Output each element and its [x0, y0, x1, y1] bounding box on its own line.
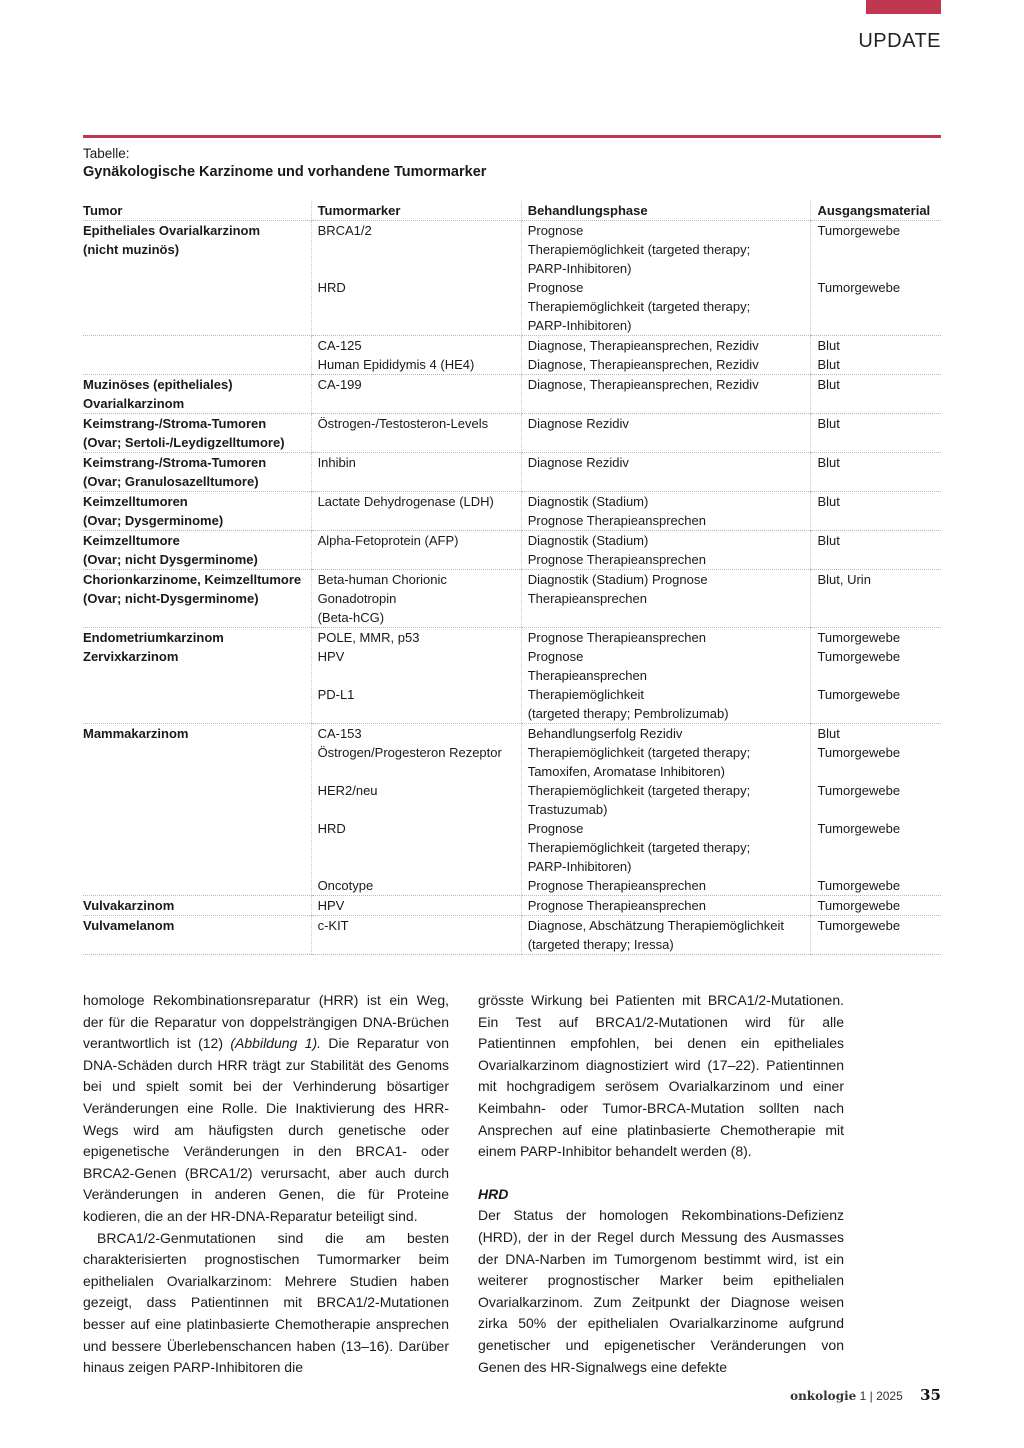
cell-line: Behandlungserfolg Rezidiv	[527, 726, 683, 741]
column-header-phase: Behandlungsphase	[521, 201, 811, 221]
cell-line: Prognose	[527, 649, 584, 664]
cell-line: Blut	[817, 377, 840, 392]
cell-material	[811, 221, 941, 336]
cell-line: Diagnose, Therapieansprechen, Rezidiv	[527, 338, 759, 353]
table-row	[83, 221, 941, 336]
cell-line: Tamoxifen, Aromatase Inhibitoren)	[527, 764, 725, 779]
cell-line: Beta-human Chorionic	[317, 572, 447, 587]
cell-line: CA-153	[317, 726, 362, 741]
cell-line: Prognose Therapieansprechen	[527, 630, 706, 645]
cell-line: c-KIT	[317, 918, 349, 933]
cell-line: Prognose	[527, 280, 584, 295]
cell-line: Diagnostik (Stadium)	[527, 533, 649, 548]
cell-line: Diagnostik (Stadium) Prognose	[527, 572, 708, 587]
cell-line: POLE, MMR, p53	[317, 630, 420, 645]
cell-line: Östrogen-/Testosteron-Levels	[317, 416, 489, 431]
cell-line: Blut	[817, 726, 840, 741]
cell-line: Prognose Therapieansprechen	[527, 878, 706, 893]
cell-line	[817, 704, 941, 723]
cell-line: Tumorgewebe	[817, 878, 901, 893]
cell-line: Endometriumkarzinom	[83, 630, 224, 645]
section-label: UPDATE	[858, 30, 941, 52]
cell-line	[318, 838, 521, 857]
cell-tumor	[83, 896, 311, 916]
cell-line: (Ovar; nicht-Dysgerminome)	[83, 591, 259, 606]
cell-line: Tumorgewebe	[817, 649, 901, 664]
cell-line: HPV	[317, 649, 345, 664]
cell-phase	[521, 492, 811, 531]
body-paragraph: Der Status der homologen Rekombinations-Defizienz (HRD), der in der Regel durch Messung des Ausmasses der DNA-Narben im Tumorgenom bestimmt wird, ist ein weiterer prognostischer Marker beim epithelialen Ovarialkarzinom. Zum Zeitpunkt der Diagnose weisen zirka 50% der epithelialen Ovarialkarzinome aufgrund genetischer und epigenetischer Veränderungen von Genen des HR-Signalwegs eine defekte	[478, 1207, 844, 1375]
cell-line	[318, 259, 521, 278]
cell-phase	[521, 570, 811, 628]
cell-line	[817, 297, 941, 316]
cell-line: Blut	[817, 455, 840, 470]
table-row	[83, 896, 941, 916]
cell-line: Zervixkarzinom	[83, 649, 179, 664]
cell-line: Inhibin	[317, 455, 356, 470]
cell-marker	[311, 414, 521, 453]
body-paragraph: homologe Rekombinationsreparatur (HRR) ist ein Weg, der für die Reparatur von doppelsträngigen DNA-Brüchen verantwortlich ist (12) (Abbildung 1). Die Reparatur von DNA-Schäden durch HRR trägt zur Stabilität des Genoms bei und spielt somit bei der Verhinderung bösartiger Veränderungen eine Rolle. Die Inaktivierung des HRR-Wegs wird am häufigsten durch genetische oder epigenetische Veränderungen in den BRCA1- oder BRCA2-Genen (BRCA1/2) verursacht, aber auch durch Veränderungen in anderen Genen, die für Proteine kodieren, die an der HR-DNA-Reparatur beteiligt sind.	[83, 992, 449, 1224]
cell-line	[318, 800, 521, 819]
cell-tumor	[83, 375, 311, 414]
cell-line: HRD	[317, 280, 346, 295]
cell-line: Diagnose Rezidiv	[527, 455, 629, 470]
cell-tumor	[83, 628, 311, 724]
cell-material	[811, 570, 941, 628]
cell-marker	[311, 570, 521, 628]
cell-line	[817, 259, 941, 278]
cell-marker	[311, 453, 521, 492]
cell-marker	[311, 628, 521, 724]
cell-tumor	[83, 531, 311, 570]
cell-line: Tumorgewebe	[817, 280, 901, 295]
cell-line: Lactate Dehydrogenase (LDH)	[317, 494, 494, 509]
table-row	[83, 336, 941, 375]
cell-line: Östrogen/Progesteron Rezeptor	[317, 745, 502, 760]
table-caption-title: Gynäkologische Karzinome und vorhandene Tumormarker	[83, 164, 487, 180]
body-paragraph: BRCA1/2-Genmutationen sind die am besten charakterisierten prognostischen Tumormarker beim epithelialen Ovarialkarzinom: Mehrere Studien haben gezeigt, dass Patientinnen mit BRCA1/2-Mutationen besser auf eine platinbasierte Chemotherapie ansprechen und bessere Überlebenschancen haben (13–16). Darüber hinaus zeigen PARP-Inhibitoren die	[83, 1229, 449, 1376]
cell-line	[318, 762, 521, 781]
cell-line: Diagnose, Abschätzung Therapiemöglichkeit	[527, 918, 784, 933]
section-subheading: HRD	[478, 1185, 509, 1202]
cell-line: Keimstrang-/Stroma-Tumoren	[83, 455, 267, 470]
cell-line: Therapiemöglichkeit (targeted therapy;	[527, 299, 751, 314]
cell-line	[817, 857, 941, 876]
cell-marker	[311, 896, 521, 916]
cell-marker	[311, 492, 521, 531]
cell-line	[318, 297, 521, 316]
cell-line: Therapiemöglichkeit (targeted therapy;	[527, 242, 751, 257]
cell-material	[811, 724, 941, 896]
cell-line: Keimzelltumoren	[83, 494, 188, 509]
cell-line: Alpha-Fetoprotein (AFP)	[317, 533, 459, 548]
cell-phase	[521, 453, 811, 492]
cell-line: Therapiemöglichkeit (targeted therapy;	[527, 745, 751, 760]
cell-line: Prognose Therapieansprechen	[527, 552, 706, 567]
cell-line: Tumorgewebe	[817, 821, 901, 836]
cell-line: Therapiemöglichkeit (targeted therapy;	[527, 783, 751, 798]
cell-material	[811, 336, 941, 375]
cell-line: Tumorgewebe	[817, 223, 901, 238]
cell-line	[817, 838, 941, 857]
issue-number: 1 | 2025	[859, 1389, 903, 1403]
cell-line	[817, 316, 941, 335]
cell-tumor	[83, 492, 311, 531]
page-footer	[790, 1386, 941, 1404]
cell-line: Therapieansprechen	[527, 668, 647, 683]
cell-tumor	[83, 221, 311, 336]
cell-phase	[521, 375, 811, 414]
cell-phase	[521, 724, 811, 896]
cell-line	[817, 240, 941, 259]
table-row	[83, 414, 941, 453]
cell-material	[811, 531, 941, 570]
cell-line: Human Epididymis 4 (HE4)	[317, 357, 475, 372]
cell-line: PARP-Inhibitoren)	[527, 261, 632, 276]
cell-line: HER2/neu	[317, 783, 378, 798]
table-row	[83, 492, 941, 531]
cell-line: Prognose	[527, 821, 584, 836]
cell-line: Therapiemöglichkeit	[527, 687, 645, 702]
cell-tumor	[83, 453, 311, 492]
cell-line	[817, 800, 941, 819]
cell-line: CA-199	[317, 377, 362, 392]
cell-line: Prognose	[527, 223, 584, 238]
cell-line: HPV	[317, 898, 345, 913]
cell-phase	[521, 916, 811, 955]
cell-phase	[521, 336, 811, 375]
table-row	[83, 570, 941, 628]
cell-material	[811, 453, 941, 492]
cell-material	[811, 375, 941, 414]
cell-line	[318, 857, 521, 876]
cell-phase	[521, 414, 811, 453]
cell-marker	[311, 724, 521, 896]
cell-line: CA-125	[317, 338, 362, 353]
cell-line: PD-L1	[317, 687, 355, 702]
body-column-left	[83, 990, 449, 1379]
table-row	[83, 453, 941, 492]
cell-line: Tumorgewebe	[817, 687, 901, 702]
figure-reference: (Abbildung 1).	[230, 1035, 322, 1052]
cell-line: (targeted therapy; Iressa)	[527, 937, 674, 952]
cell-line: (targeted therapy; Pembrolizumab)	[527, 706, 729, 721]
cell-line	[318, 240, 521, 259]
cell-line	[318, 316, 521, 335]
cell-line: Diagnose Rezidiv	[527, 416, 629, 431]
cell-line: Epitheliales Ovarialkarzinom	[83, 223, 261, 238]
body-paragraph: grösste Wirkung bei Patienten mit BRCA1/2-Mutationen. Ein Test auf BRCA1/2-Mutationen wird für alle Patientinnen empfohlen, bei denen ein epitheliales Ovarialkarzinom diagnostiziert wird (17–22). Patientinnen mit hochgradigem serösem Ovarialkarzinom und einer Keimbahn- oder Tumor-BRCA-Mutation sollten nach Ansprechen auf eine platinbasierte Chemotherapie mit einem PARP-Inhibitor behandelt werden (8).	[478, 992, 844, 1160]
cell-tumor	[83, 414, 311, 453]
cell-marker	[311, 916, 521, 955]
cell-line: Oncotype	[317, 878, 374, 893]
cell-tumor	[83, 336, 311, 375]
table-row	[83, 916, 941, 955]
cell-line	[83, 336, 311, 355]
cell-line: Blut	[817, 533, 840, 548]
column-header-tumor: Tumor	[83, 201, 311, 221]
cell-material	[811, 492, 941, 531]
cell-line: Blut	[817, 494, 840, 509]
cell-tumor	[83, 724, 311, 896]
cell-line: Muzinöses (epitheliales)	[83, 377, 233, 392]
cell-material	[811, 896, 941, 916]
cell-line: Diagnose, Therapieansprechen, Rezidiv	[527, 357, 759, 372]
cell-line: (Ovar; Granulosazelltumore)	[83, 474, 259, 489]
column-header-material: Ausgangsmaterial	[811, 201, 941, 221]
cell-line: Diagnostik (Stadium)	[527, 494, 649, 509]
cell-line: Blut	[817, 357, 840, 372]
cell-line: Prognose Therapieansprechen	[527, 513, 706, 528]
cell-marker	[311, 221, 521, 336]
cell-line: Diagnose, Therapieansprechen, Rezidiv	[527, 377, 759, 392]
cell-line: PARP-Inhibitoren)	[527, 859, 632, 874]
cell-line: Chorionkarzinome, Keimzelltumore	[83, 572, 302, 587]
cell-marker	[311, 336, 521, 375]
table-row	[83, 375, 941, 414]
cell-tumor	[83, 570, 311, 628]
column-header-marker: Tumormarker	[311, 201, 521, 221]
tumor-marker-table	[83, 201, 941, 955]
cell-marker	[311, 531, 521, 570]
cell-line	[318, 704, 521, 723]
cell-line: (nicht muzinös)	[83, 242, 180, 257]
cell-phase	[521, 628, 811, 724]
cell-line: Vulvamelanom	[83, 918, 175, 933]
cell-line: Keimzelltumore	[83, 533, 180, 548]
cell-line: Keimstrang-/Stroma-Tumoren	[83, 416, 267, 431]
accent-bar	[866, 0, 941, 14]
cell-line: Tumorgewebe	[817, 745, 901, 760]
cell-material	[811, 628, 941, 724]
cell-line: Therapiemöglichkeit (targeted therapy;	[527, 840, 751, 855]
cell-line: (Ovar; Dysgerminome)	[83, 513, 224, 528]
table-row	[83, 531, 941, 570]
cell-line: (Ovar; Sertoli-/Leydigzelltumore)	[83, 435, 285, 450]
cell-line: HRD	[317, 821, 346, 836]
cell-line: Tumorgewebe	[817, 630, 901, 645]
cell-line: BRCA1/2	[317, 223, 372, 238]
cell-line: Blut, Urin	[817, 572, 871, 587]
cell-line: Ovarialkarzinom	[83, 396, 185, 411]
cell-marker	[311, 375, 521, 414]
cell-line: Blut	[817, 338, 840, 353]
table-row	[83, 628, 941, 724]
journal-name: onkologie	[790, 1389, 857, 1403]
cell-line: Therapieansprechen	[527, 591, 647, 606]
cell-material	[811, 916, 941, 955]
cell-tumor	[83, 916, 311, 955]
cell-line	[817, 666, 941, 685]
cell-line: Mammakarzinom	[83, 726, 189, 741]
cell-line: PARP-Inhibitoren)	[527, 318, 632, 333]
cell-line: Tumorgewebe	[817, 898, 901, 913]
cell-line	[817, 762, 941, 781]
table-header-row	[83, 201, 941, 221]
cell-line: Tumorgewebe	[817, 918, 901, 933]
table-caption-label: Tabelle:	[83, 146, 130, 161]
body-column-right	[478, 990, 844, 1378]
cell-material	[811, 414, 941, 453]
cell-line: Prognose Therapieansprechen	[527, 898, 706, 913]
page-number: 35	[920, 1386, 941, 1404]
cell-phase	[521, 896, 811, 916]
cell-phase	[521, 221, 811, 336]
cell-line	[318, 666, 521, 685]
cell-line: Trastuzumab)	[527, 802, 608, 817]
cell-line: Vulvakarzinom	[83, 898, 175, 913]
cell-line: (Beta-hCG)	[317, 610, 385, 625]
table-body	[83, 221, 941, 955]
table-top-rule	[83, 135, 941, 138]
cell-line: Gonadotropin	[317, 591, 397, 606]
cell-line: (Ovar; nicht Dysgerminome)	[83, 552, 258, 567]
cell-phase	[521, 531, 811, 570]
cell-line: Blut	[817, 416, 840, 431]
table-row	[83, 724, 941, 896]
cell-line: Tumorgewebe	[817, 783, 901, 798]
